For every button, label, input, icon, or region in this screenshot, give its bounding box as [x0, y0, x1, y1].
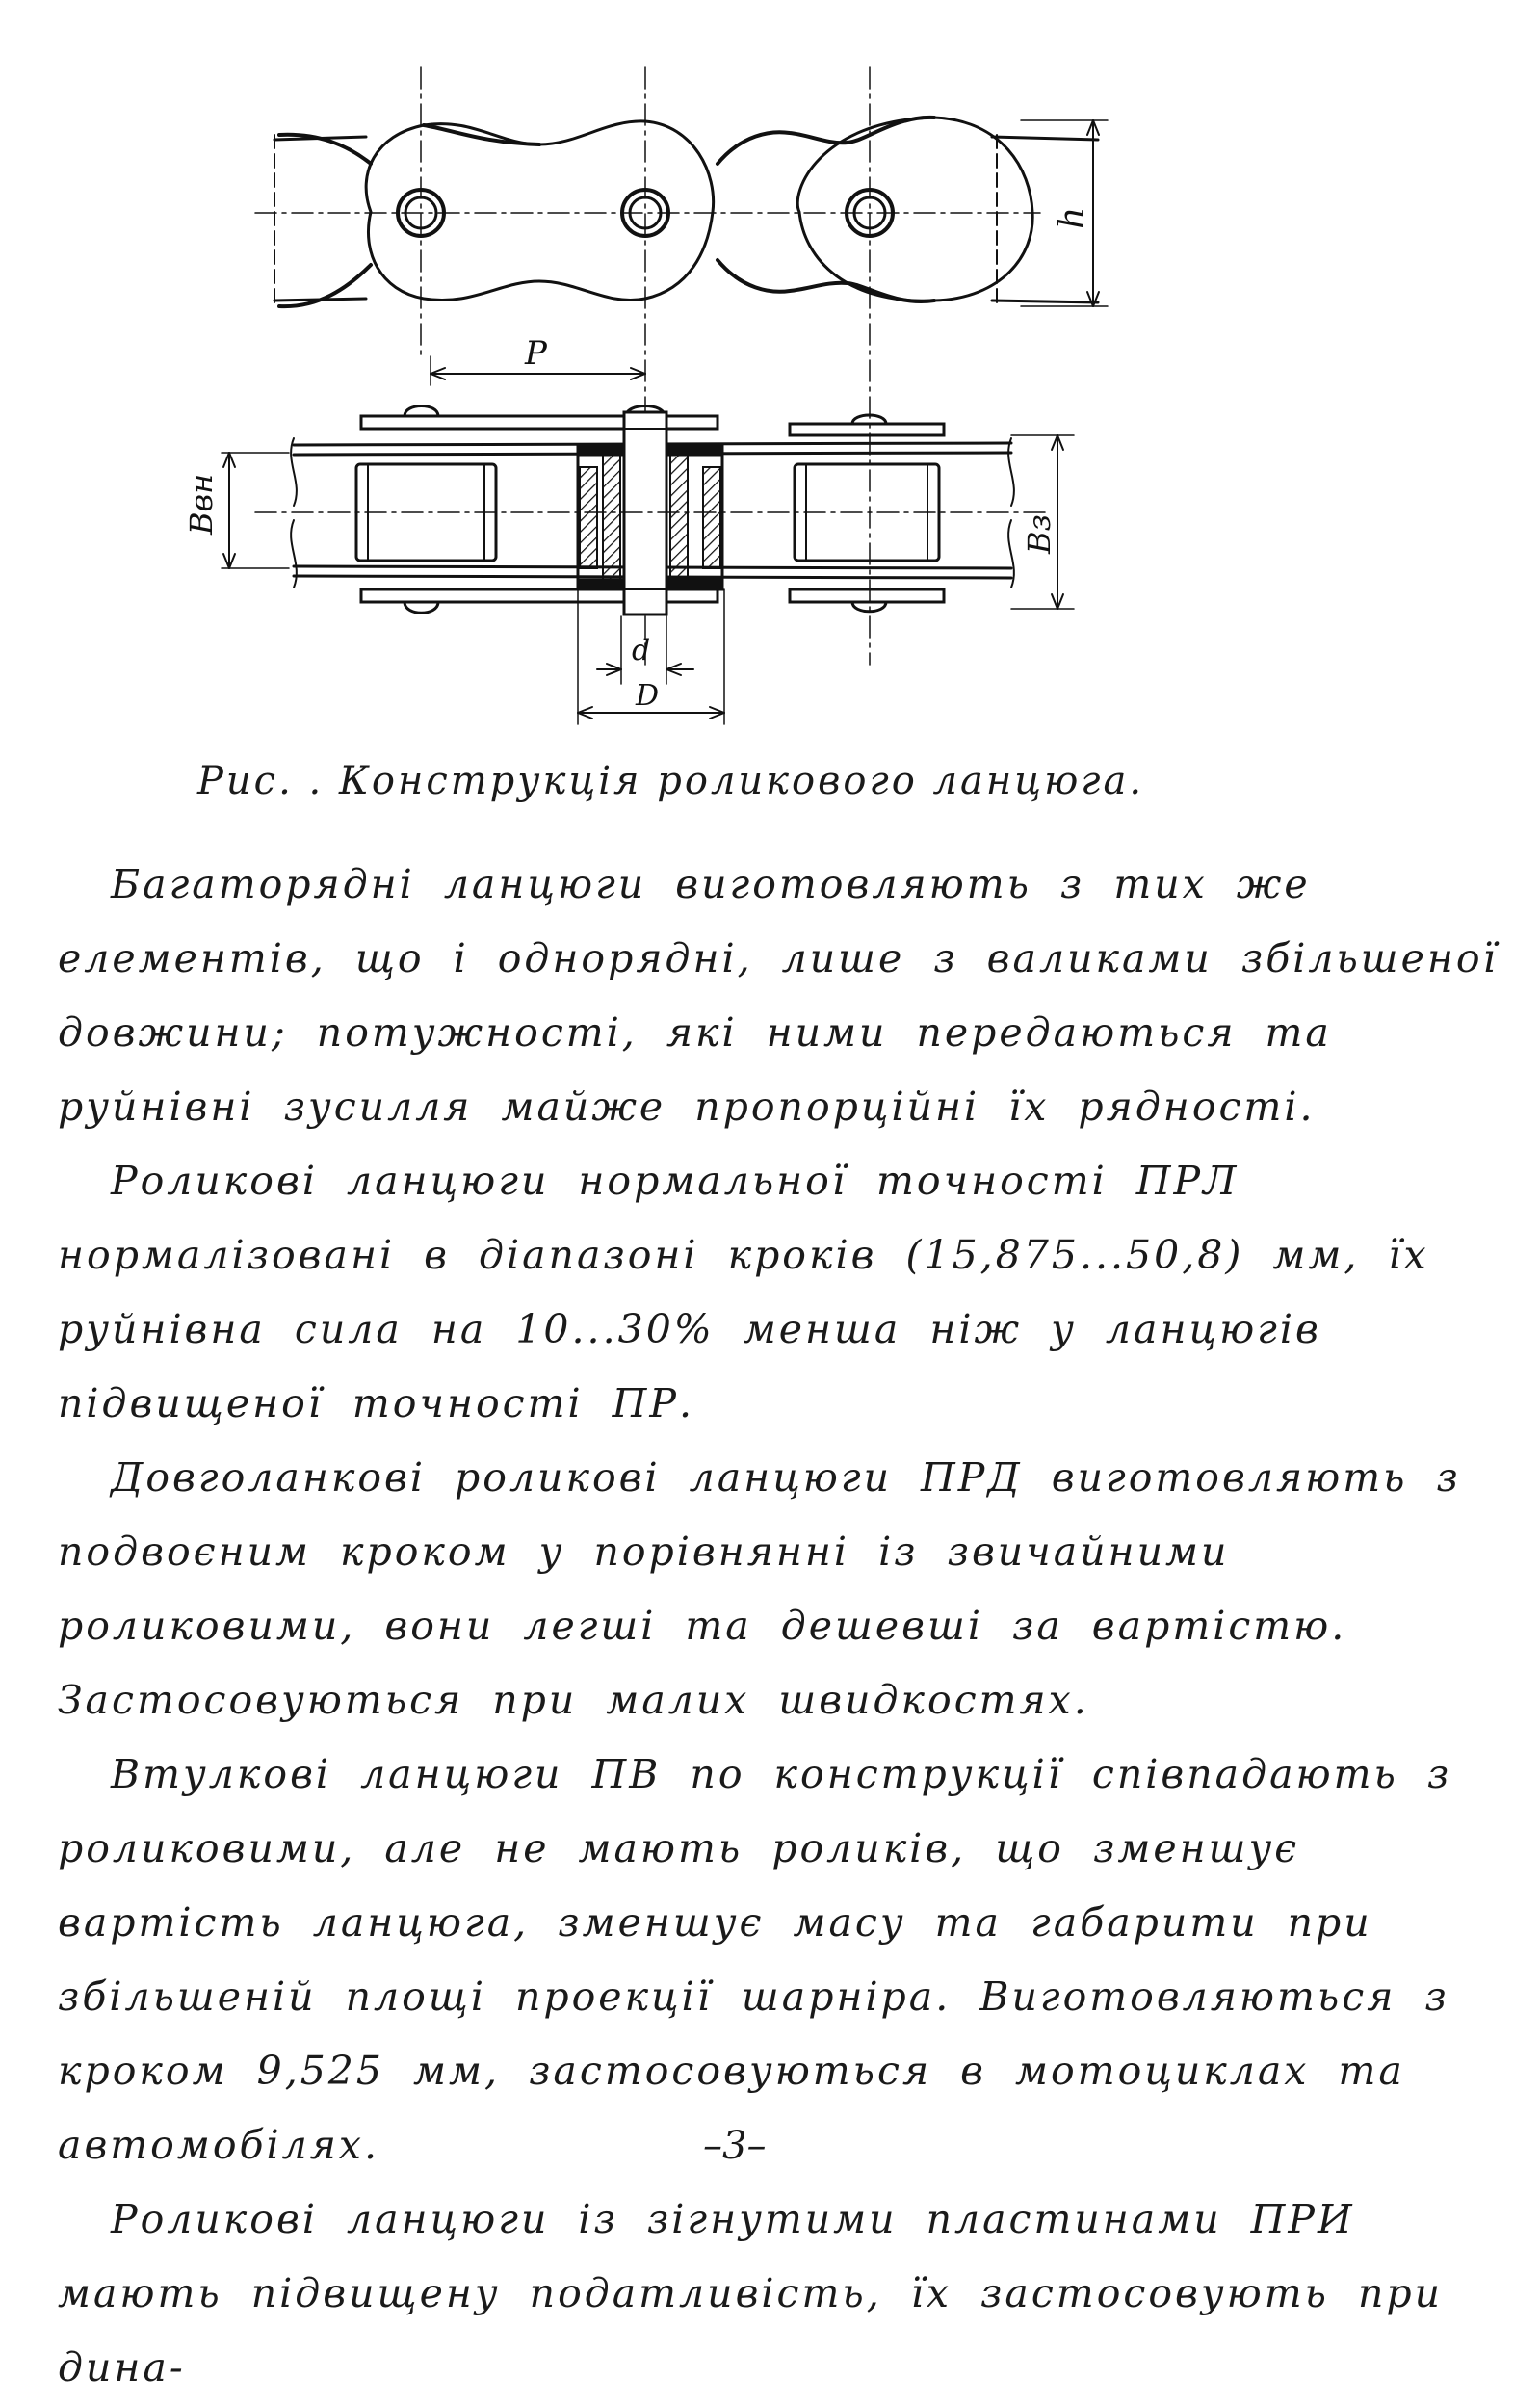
label-b-outer: Bз — [1021, 514, 1057, 554]
paragraph-pri-chains: Роликові ланцюги із зігнутими пластинами ПРИ мають підвищену податливість, їх застосовують при дина- — [58, 2196, 1444, 2391]
paragraph-multirow-chains: Багаторядні ланцюги виготовляють з тих же елементів, що і однорядні, лише з валиками збільшеної довжини; потужності, які ними передаються та руйнівні зусилля майже пропорційні їх рядності. — [58, 861, 1499, 1130]
paragraph-pv-chains: Втулкові ланцюги ПВ по конструкції співпадають з роликовими, але не мають роликів, що зменшує вартість ланцюга, зменшує масу та габарити при збільшеній площі проекції шарніра. Виготовляються з кроком 9,525 мм, застосовуються в мотоциклах та автомобілях. — [58, 1751, 1452, 2168]
label-h: h — [1053, 206, 1092, 229]
label-d: d — [632, 634, 651, 667]
figure-caption: Рис. . Конструкція роликового ланцюга. — [197, 759, 1145, 803]
paragraph-prl-chains: Роликові ланцюги нормальної точності ПРЛ нормалізовані в діапазоні кроків (15,875...50,8) мм, їх руйнівна сила на 10...30% менша ніж у ланцюгів підвищеної точності ПР. — [58, 1158, 1429, 1426]
label-D: D — [636, 679, 660, 713]
handwritten-text — [58, 848, 1502, 2405]
label-b-inner: Bвн — [183, 473, 220, 535]
paragraph-prd-chains: Довголанкові роликові ланцюги ПРД виготовляють з подвоєним кроком у порівнянні із звичайними роликовими, вони легші та дешевші за вартістю. Застосовуються при малих швидкостях. — [58, 1454, 1461, 1723]
page-number: –3– — [703, 2124, 767, 2168]
label-p: P — [525, 334, 547, 373]
roller-chain-drawing — [0, 0, 1540, 771]
chain-section-view — [183, 406, 1074, 725]
pitch-dimension — [431, 334, 645, 385]
